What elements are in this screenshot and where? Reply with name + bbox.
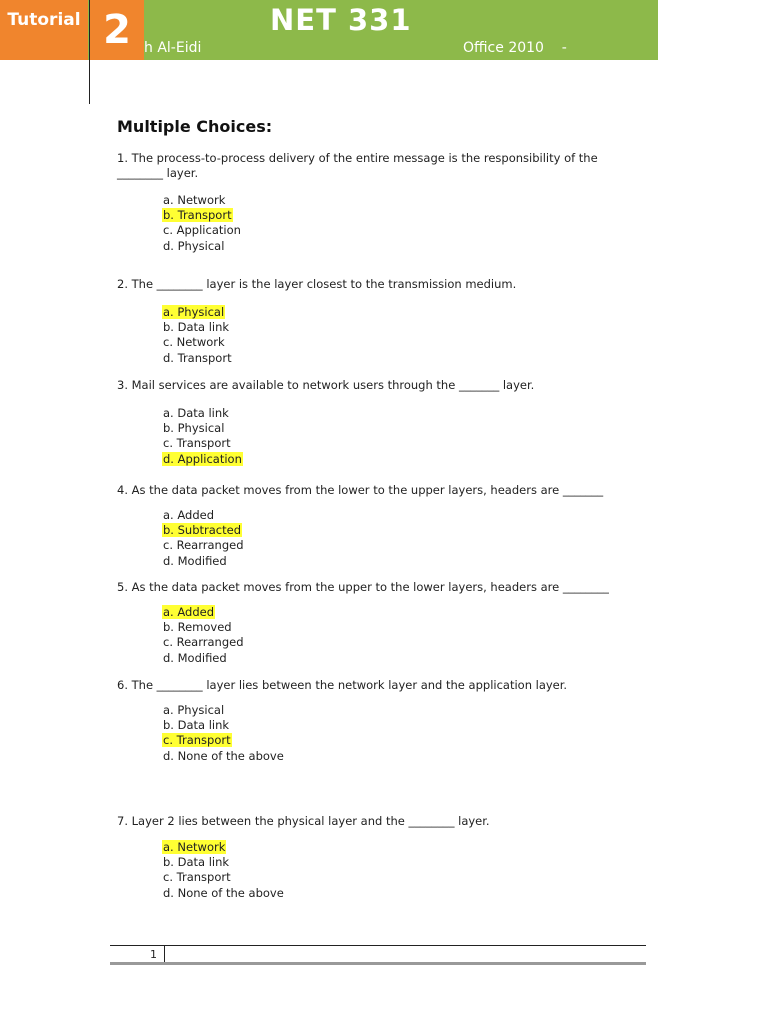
option: c. Transport bbox=[163, 870, 231, 885]
section-heading: Multiple Choices: bbox=[117, 117, 273, 136]
option-correct: a. Network bbox=[163, 840, 226, 854]
option: c. Transport bbox=[163, 436, 231, 451]
option-correct: a. Physical bbox=[163, 305, 225, 319]
option: d. None of the above bbox=[163, 885, 284, 900]
footer-bottom-rule bbox=[110, 962, 646, 965]
office-label: Office 2010 - bbox=[463, 40, 567, 56]
option: b. Data link bbox=[163, 855, 230, 870]
option: b. Data link bbox=[163, 320, 230, 335]
option: a. Added bbox=[163, 508, 214, 522]
author-name: h Al-Eidi bbox=[144, 40, 202, 56]
option: b. Removed bbox=[163, 620, 232, 635]
tutorial-tag: Tutorial bbox=[0, 0, 88, 60]
question-6: 6. The ________ layer lies between the network layer and the application layer. bbox=[117, 678, 568, 692]
option: a. Network bbox=[163, 193, 226, 207]
option: c. Application bbox=[163, 223, 241, 238]
header-divider bbox=[89, 0, 90, 104]
question-4: 4. As the data packet moves from the lower to the upper layers, headers are _______ bbox=[117, 483, 604, 497]
option: d. Transport bbox=[163, 350, 232, 365]
course-title: NET 331 bbox=[270, 3, 412, 37]
option: c. Rearranged bbox=[163, 635, 244, 650]
options-6 bbox=[162, 703, 285, 764]
option: c. Rearranged bbox=[163, 538, 244, 553]
option: d. None of the above bbox=[163, 748, 284, 763]
question-7: 7. Layer 2 lies between the physical layer and the ________ layer. bbox=[117, 814, 490, 828]
options-2 bbox=[162, 305, 233, 366]
footer-separator bbox=[164, 946, 165, 963]
option: d. Modified bbox=[163, 553, 227, 568]
question-1: 1. The process-to-process delivery of the entire message is the responsibility of the ________ layer. bbox=[117, 151, 598, 180]
question-2: 2. The ________ layer is the layer closest to the transmission medium. bbox=[117, 277, 517, 291]
option: b. Data link bbox=[163, 718, 230, 733]
options-5 bbox=[162, 605, 245, 666]
options-3 bbox=[162, 406, 243, 467]
option: a. Data link bbox=[163, 406, 229, 420]
options-7 bbox=[162, 840, 285, 901]
footer-rule bbox=[110, 945, 646, 946]
options-1 bbox=[162, 193, 242, 254]
question-5: 5. As the data packet moves from the upper to the lower layers, headers are ________ bbox=[117, 580, 609, 594]
option: d. Physical bbox=[163, 238, 225, 253]
option-correct: b. Transport bbox=[163, 208, 232, 223]
option: b. Physical bbox=[163, 421, 225, 436]
option-correct: c. Transport bbox=[163, 733, 231, 748]
option-correct: a. Added bbox=[163, 605, 214, 619]
option: a. Physical bbox=[163, 703, 225, 717]
option-correct: b. Subtracted bbox=[163, 523, 241, 538]
option-correct: d. Application bbox=[163, 451, 242, 466]
question-3: 3. Mail services are available to network users through the _______ layer. bbox=[117, 378, 535, 392]
options-4 bbox=[162, 508, 245, 569]
tutorial-number: 2 bbox=[90, 0, 144, 60]
page-number: 1 bbox=[150, 948, 157, 961]
option: d. Modified bbox=[163, 650, 227, 665]
option: c. Network bbox=[163, 335, 225, 350]
